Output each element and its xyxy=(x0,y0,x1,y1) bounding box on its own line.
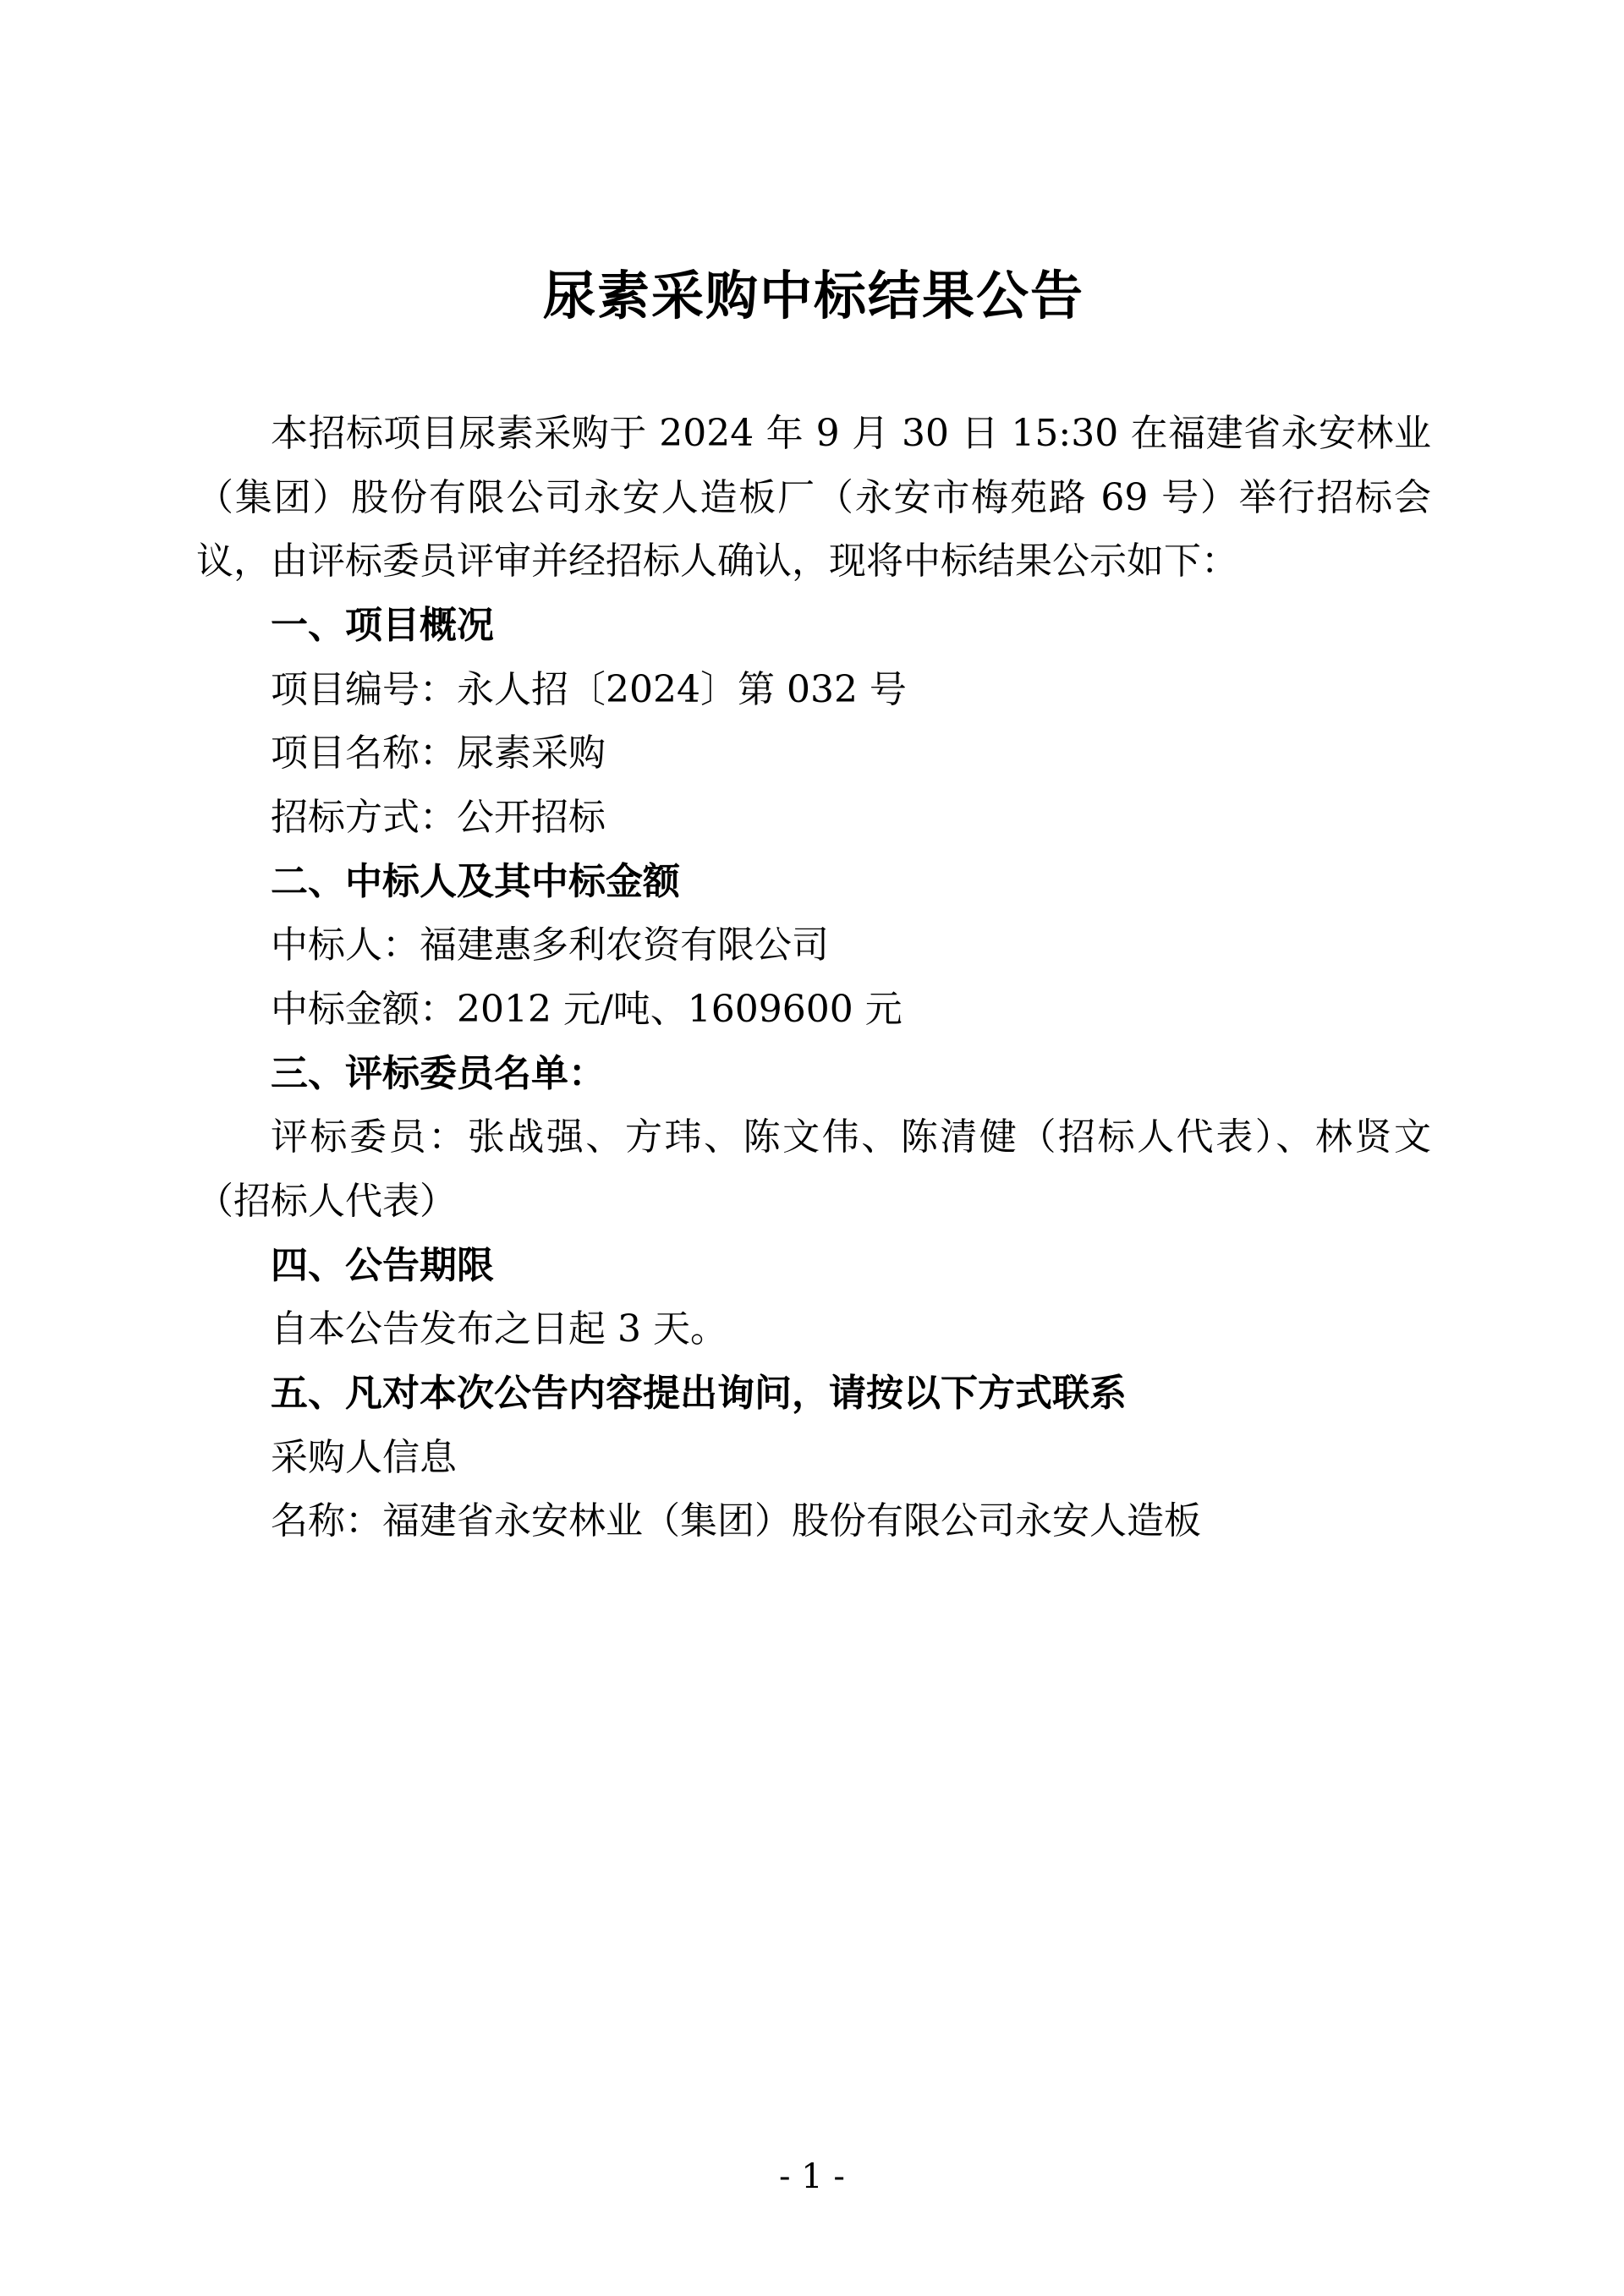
section-2-line-2: 中标金额：2012 元/吨、1609600 元 xyxy=(271,988,903,1032)
page-title: 尿素采购中标结果公告 xyxy=(542,265,1084,326)
section-3-line-1: 评标委员：张战强、方玮、陈文伟、陈清健（招标人代表）、林贤文（招标人代表） xyxy=(196,1115,1431,1224)
section-1-line-1: 项目编号：永人招〔2024〕第 032 号 xyxy=(271,667,907,711)
section-heading-4: 四、公告期限 xyxy=(271,1243,494,1287)
intro-paragraph: 本招标项目尿素采购于 2024 年 9 月 30 日 15:30 在福建省永安林业（集团）股份有限公司永安人造板厂（永安市梅苑路 69 号）举行招标会议，由评标委员评审并经招标人确认，现将中标结果公示如下： xyxy=(196,412,1431,584)
section-heading-1: 一、项目概况 xyxy=(271,604,494,648)
document-body xyxy=(196,0,1431,1553)
page-number: - 1 - xyxy=(779,2157,845,2196)
section-heading-3: 三、评标委员名单： xyxy=(271,1051,606,1095)
section-5-line-2: 名称：福建省永安林业（集团）股份有限公司永安人造板 xyxy=(271,1499,1201,1543)
section-4-line-1: 自本公告发布之日起 3 天。 xyxy=(271,1307,727,1351)
section-heading-5: 五、凡对本次公告内容提出询问，请按以下方式联系 xyxy=(271,1372,1127,1416)
section-5-line-1: 采购人信息 xyxy=(271,1435,457,1479)
section-1-line-3: 招标方式：公开招标 xyxy=(271,796,606,840)
section-2-line-1: 中标人：福建惠多利农资有限公司 xyxy=(271,923,829,967)
section-1-line-2: 项目名称：尿素采购 xyxy=(271,732,606,775)
section-heading-2: 二、中标人及其中标金额 xyxy=(271,859,680,903)
